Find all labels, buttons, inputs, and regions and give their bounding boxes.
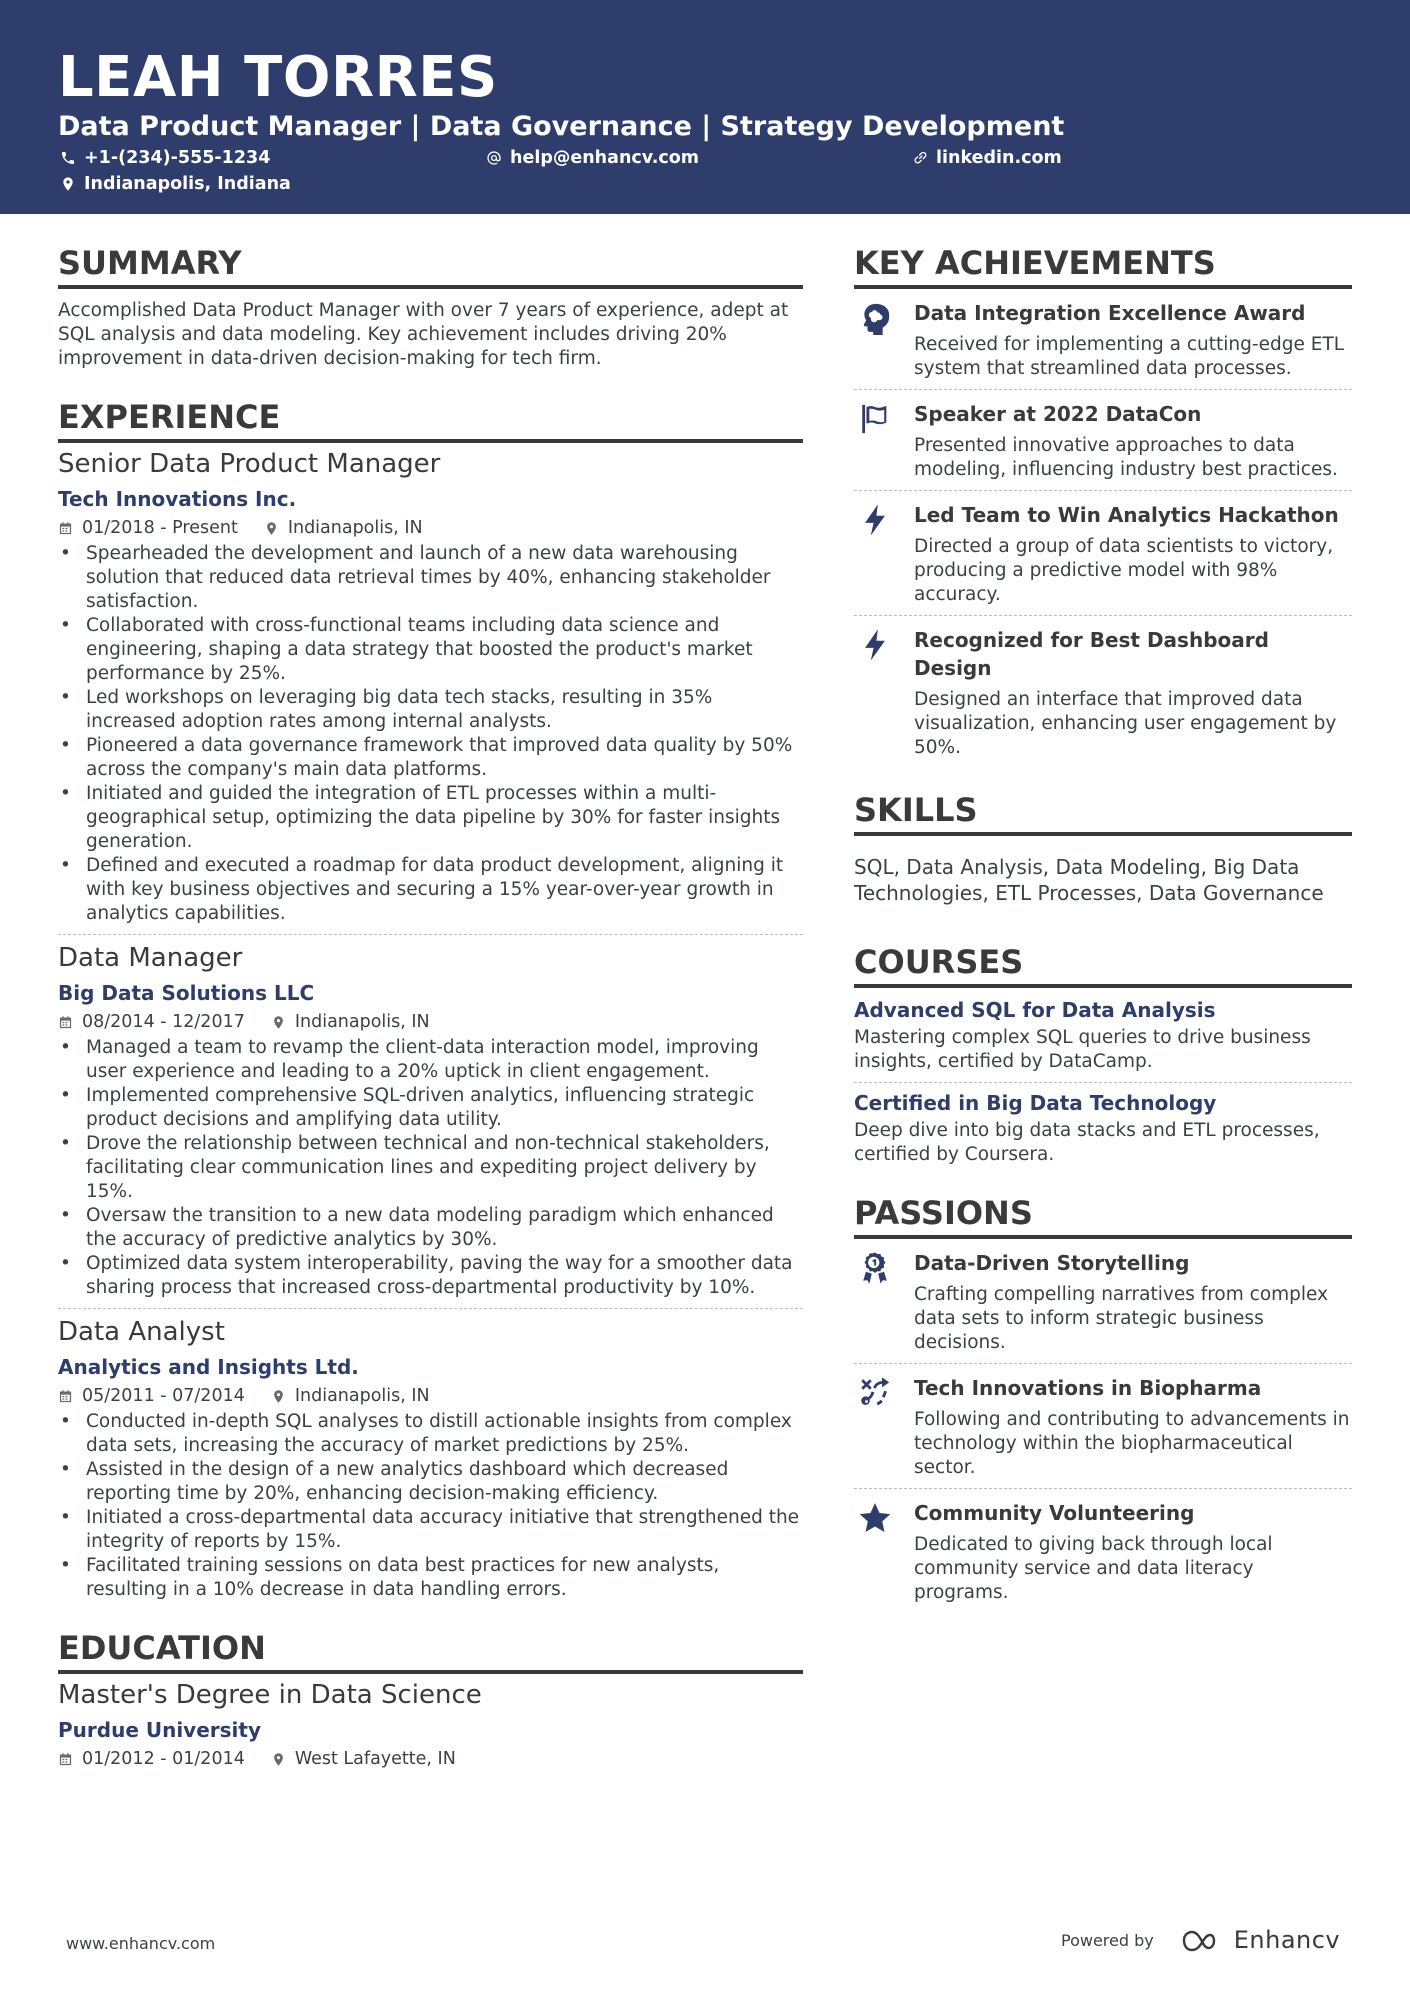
email-text[interactable]: help@enhancv.com	[510, 148, 700, 168]
resume-header	[0, 0, 1410, 214]
education-entry	[58, 1678, 803, 1771]
job-bullets	[58, 542, 803, 926]
school-name: Purdue University	[58, 1718, 261, 1742]
powered-by-label: Powered by	[1061, 1930, 1154, 1950]
courses-heading: COURSES	[854, 942, 1352, 988]
bullet-item: • Initiated a cross-departmental data accuracy initiative that strengthened the integrity of reports by 15%.	[58, 1506, 803, 1554]
link-icon	[912, 150, 928, 166]
course-title: Advanced SQL for Data Analysis	[854, 998, 1216, 1022]
course-title: Certified in Big Data Technology	[854, 1091, 1217, 1115]
education-heading: EDUCATION	[58, 1628, 803, 1674]
bullet-item: • Oversaw the transition to a new data modeling paradigm which enhanced the accuracy of predictive analytics by 30%.	[58, 1204, 803, 1252]
degree-title: Master's Degree in Data Science	[58, 1680, 482, 1710]
bullet-item: • Assisted in the design of a new analytics dashboard which decreased reporting time by 20%, enhancing decision-making efficiency.	[58, 1458, 803, 1506]
experience-entry	[58, 941, 803, 1300]
bullet-item: • Drove the relationship between technical and non-technical stakeholders, facilitating clear communication lines and expediting project delivery by 15%.	[58, 1132, 803, 1204]
experience-heading: EXPERIENCE	[58, 397, 803, 443]
job-location	[271, 1010, 430, 1034]
candidate-title: Data Product Manager | Data Governance | Strategy Development	[58, 111, 1065, 142]
calendar-icon	[58, 1752, 73, 1767]
job-bullets	[58, 1036, 803, 1300]
job-location-text: Indianapolis, IN	[287, 518, 423, 538]
contact-linkedin[interactable]	[912, 147, 1062, 169]
right-column	[854, 214, 1352, 1613]
passion-item	[854, 1489, 1352, 1613]
passion-title: Data-Driven Storytelling	[914, 1251, 1190, 1275]
at-sign-icon	[486, 150, 502, 166]
bullet-item: • Facilitated training sessions on data best practices for new analysts, resulting in a 10% decrease in data handling errors.	[58, 1554, 803, 1602]
passion-title: Tech Innovations in Biopharma	[914, 1376, 1262, 1400]
achievement-title: Led Team to Win Analytics Hackathon	[914, 503, 1339, 527]
experience-entry	[58, 1315, 803, 1602]
lightning-icon	[858, 628, 892, 662]
education-location-text: West Lafayette, IN	[294, 1749, 456, 1769]
phone-icon	[60, 150, 76, 166]
course-item	[854, 1089, 1352, 1167]
calendar-icon	[58, 1389, 73, 1404]
location-pin-icon	[60, 176, 76, 192]
award-ribbon-icon	[858, 1251, 892, 1285]
company-name: Big Data Solutions LLC	[58, 981, 315, 1005]
location-pin-icon	[264, 521, 279, 536]
course-item	[854, 996, 1352, 1074]
job-dates: 08/2014 - 12/2017	[82, 1012, 245, 1032]
achievement-title: Data Integration Excellence Award	[914, 301, 1306, 325]
education-dates: 01/2012 - 01/2014	[82, 1749, 245, 1769]
contact-location	[60, 173, 291, 195]
brand-name: Enhancv	[1233, 1926, 1341, 1954]
star-icon	[858, 1501, 892, 1535]
job-location-text: Indianapolis, IN	[294, 1386, 430, 1406]
bullet-item: • Conducted in-depth SQL analyses to distill actionable insights from complex data sets, increasing the accuracy of market predictions by 25%.	[58, 1410, 803, 1458]
job-dates: 01/2018 - Present	[82, 518, 238, 538]
achievement-item	[854, 289, 1352, 389]
bullet-item: • Pioneered a data governance framework that improved data quality by 50% across the company's main data platforms.	[58, 734, 803, 782]
education-location	[271, 1747, 456, 1771]
bullet-item: • Initiated and guided the integration of ETL processes within a multi-geographical setup, optimizing the data pipeline by 30% for faster insights generation.	[58, 782, 803, 854]
job-location	[264, 516, 423, 540]
bullet-item: • Optimized data system interoperability, paving the way for a smoother data sharing process that increased cross-departmental productivity by 10%.	[58, 1252, 803, 1300]
passion-desc: Dedicated to giving back through local community service and data literacy programs.	[914, 1534, 1273, 1603]
achievement-desc: Presented innovative approaches to data modeling, influencing industry best practices.	[914, 435, 1338, 480]
location-pin-icon	[271, 1015, 286, 1030]
calendar-icon	[58, 521, 73, 536]
summary-text: Accomplished Data Product Manager with over 7 years of experience, adept at SQL analysis and data modeling. Key achievement includes driving 20% improvement in data-driven decision-making for tech firm.	[58, 300, 789, 369]
achievement-item	[854, 491, 1352, 615]
location-text: Indianapolis, Indiana	[84, 174, 291, 194]
job-title: Data Manager	[58, 943, 243, 973]
achievements-heading: KEY ACHIEVEMENTS	[854, 243, 1352, 289]
job-location	[271, 1384, 430, 1408]
passions-heading: PASSIONS	[854, 1193, 1352, 1239]
phone-text: +1-(234)-555-1234	[84, 148, 271, 168]
achievement-item	[854, 390, 1352, 490]
bullet-item: • Defined and executed a roadmap for data product development, aligning it with key business objectives and securing a 15% year-over-year growth in analytics capabilities.	[58, 854, 803, 926]
strategy-path-icon	[858, 1376, 892, 1410]
footer-branding	[1061, 1926, 1340, 1954]
enhancv-logo-icon	[1180, 1927, 1228, 1953]
job-title: Data Analyst	[58, 1317, 225, 1347]
divider	[58, 1308, 803, 1309]
contact-email[interactable]	[486, 147, 699, 169]
skills-text: SQL, Data Analysis, Data Modeling, Big Data Technologies, ETL Processes, Data Governance	[854, 855, 1324, 905]
brain-icon	[858, 301, 892, 335]
education-meta	[58, 1747, 803, 1771]
job-meta	[58, 1010, 803, 1034]
bullet-item: • Implemented comprehensive SQL-driven analytics, influencing strategic product decisions and amplifying data utility.	[58, 1084, 803, 1132]
achievement-title: Speaker at 2022 DataCon	[914, 402, 1202, 426]
company-name: Analytics and Insights Ltd.	[58, 1355, 359, 1379]
left-column	[58, 214, 803, 1771]
job-title: Senior Data Product Manager	[58, 449, 441, 479]
calendar-icon	[58, 1015, 73, 1030]
job-bullets	[58, 1410, 803, 1602]
job-meta	[58, 1384, 803, 1408]
location-pin-icon	[271, 1389, 286, 1404]
divider	[854, 1082, 1352, 1083]
course-desc: Mastering complex SQL queries to drive business insights, certified by DataCamp.	[854, 1027, 1311, 1072]
location-pin-icon	[271, 1752, 286, 1767]
achievement-desc: Received for implementing a cutting-edge ETL system that streamlined data processes.	[914, 334, 1344, 379]
divider	[58, 934, 803, 935]
footer-website[interactable]: www.enhancv.com	[66, 1934, 216, 1953]
achievement-item	[854, 616, 1352, 768]
company-name: Tech Innovations Inc.	[58, 487, 297, 511]
passion-desc: Following and contributing to advancements in technology within the biopharmaceutical sector.	[914, 1409, 1350, 1478]
linkedin-text[interactable]: linkedin.com	[936, 148, 1062, 168]
lightning-icon	[858, 503, 892, 537]
achievement-desc: Designed an interface that improved data visualization, enhancing user engagement by 50%.	[914, 689, 1337, 758]
passion-item	[854, 1364, 1352, 1488]
passion-desc: Crafting compelling narratives from complex data sets to inform strategic business decisions.	[914, 1284, 1329, 1353]
skills-heading: SKILLS	[854, 790, 1352, 836]
bullet-item: • Led workshops on leveraging big data tech stacks, resulting in 35% increased adoption rates among internal analysts.	[58, 686, 803, 734]
bullet-item: • Managed a team to revamp the client-data interaction model, improving user experience and leading to a 20% uptick in client engagement.	[58, 1036, 803, 1084]
candidate-name: LEAH TORRES	[58, 45, 498, 110]
job-location-text: Indianapolis, IN	[294, 1012, 430, 1032]
achievement-title: Recognized for Best Dashboard Design	[914, 628, 1269, 680]
passion-title: Community Volunteering	[914, 1501, 1195, 1525]
experience-entry	[58, 447, 803, 926]
bullet-item: • Collaborated with cross-functional teams including data science and engineering, shaping a data strategy that boosted the product's market performance by 25%.	[58, 614, 803, 686]
summary-heading: SUMMARY	[58, 243, 803, 289]
flag-icon	[858, 402, 892, 436]
contact-phone	[60, 147, 270, 169]
passion-item	[854, 1239, 1352, 1363]
bullet-item: • Spearheaded the development and launch of a new data warehousing solution that reduced data retrieval times by 40%, enhancing stakeholder satisfaction.	[58, 542, 803, 614]
achievement-desc: Directed a group of data scientists to victory, producing a predictive model with 98% accuracy.	[914, 536, 1334, 605]
course-desc: Deep dive into big data stacks and ETL processes, certified by Coursera.	[854, 1120, 1320, 1165]
job-dates: 05/2011 - 07/2014	[82, 1386, 245, 1406]
job-meta	[58, 516, 803, 540]
